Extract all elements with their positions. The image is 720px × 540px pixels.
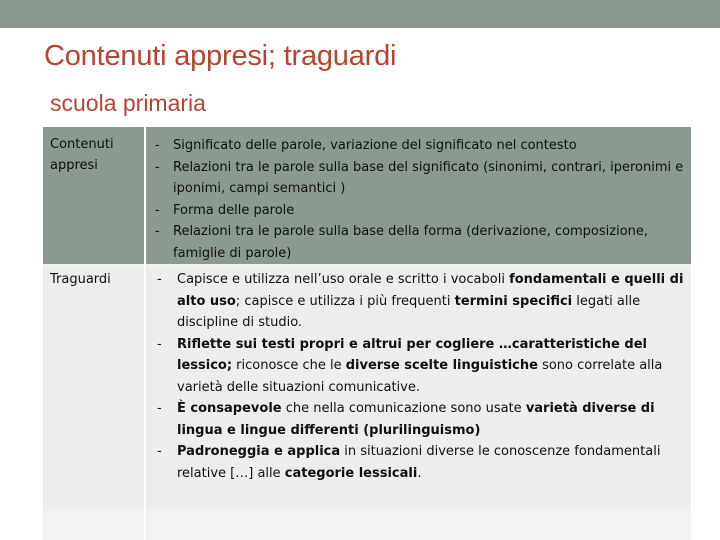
row-label-contenuti: Contenuti appresi bbox=[50, 137, 114, 173]
traguardi-list bbox=[151, 269, 687, 484]
bold-segment: termini specifici bbox=[454, 293, 573, 309]
bullet-dash: - bbox=[155, 159, 160, 175]
item-text bbox=[177, 337, 662, 395]
list-item bbox=[151, 135, 687, 157]
item-text bbox=[177, 444, 660, 481]
item-text: Significato delle parole, variazione del significato nel contesto bbox=[173, 138, 577, 153]
list-item bbox=[151, 398, 687, 441]
slide-subtitle: scuola primaria bbox=[50, 90, 206, 116]
text-segment: in situazioni diverse le conoscenze fondamentali relative […] alle bbox=[177, 444, 661, 481]
list-item bbox=[151, 269, 687, 334]
list-item bbox=[151, 334, 687, 399]
list-item bbox=[151, 200, 687, 222]
item-text: Relazioni tra le parole sulla base della forma (derivazione, composizione, famiglie di parole) bbox=[173, 224, 649, 261]
column-divider bbox=[144, 127, 146, 540]
bullet-dash: - bbox=[157, 272, 162, 287]
content-table bbox=[43, 127, 691, 540]
bullet-dash: - bbox=[155, 202, 160, 218]
item-text bbox=[177, 401, 655, 438]
text-segment: legati alle discipline di studio. bbox=[177, 293, 641, 330]
text-segment: sono correlate alla varietà delle situazioni comunicative. bbox=[177, 358, 663, 395]
top-band bbox=[0, 0, 720, 28]
text-segment: ; capisce e utilizza i più frequenti bbox=[235, 293, 455, 309]
bullet-dash: - bbox=[157, 401, 162, 416]
text-segment: . bbox=[417, 465, 422, 481]
bullet-dash: - bbox=[157, 444, 162, 459]
bold-segment: È consapevole bbox=[177, 401, 282, 416]
item-text bbox=[177, 272, 683, 330]
bullet-dash: - bbox=[155, 224, 160, 239]
bold-segment: Padroneggia e applica bbox=[177, 444, 341, 459]
table-row-traguardi bbox=[43, 267, 691, 510]
bold-segment: Riflette sui testi propri e altrui per cogliere …caratteristiche del lessico; bbox=[177, 336, 647, 373]
bold-segment: fondamentali e quelli di alto uso bbox=[177, 272, 684, 309]
list-item bbox=[151, 221, 687, 264]
text-segment: Capisce e utilizza nell’uso orale e scritto i vocaboli bbox=[177, 272, 510, 287]
bullet-dash: - bbox=[157, 336, 162, 352]
item-text: Forma delle parole bbox=[173, 202, 295, 218]
table-row-contenuti bbox=[43, 127, 691, 264]
contenuti-list bbox=[151, 135, 687, 264]
bold-segment: varietà diverse di lingua e lingue differenti (plurilinguismo) bbox=[177, 401, 655, 438]
slide-title: Contenuti appresi; traguardi bbox=[44, 40, 397, 72]
bold-segment: diverse scelte linguistiche bbox=[345, 358, 538, 373]
text-segment: che nella comunicazione sono usate bbox=[281, 401, 526, 416]
bullet-dash: - bbox=[155, 138, 160, 153]
row-label-traguardi: Traguardi bbox=[50, 272, 111, 287]
list-item bbox=[151, 157, 687, 200]
table-row-empty bbox=[43, 513, 691, 540]
list-item bbox=[151, 441, 687, 484]
item-text: Relazioni tra le parole sulla base del significato (sinonimi, contrari, iperonimi e iponimi, campi semantici ) bbox=[173, 159, 684, 196]
text-segment: riconosce che le bbox=[232, 358, 346, 373]
bold-segment: categorie lessicali bbox=[284, 465, 418, 481]
